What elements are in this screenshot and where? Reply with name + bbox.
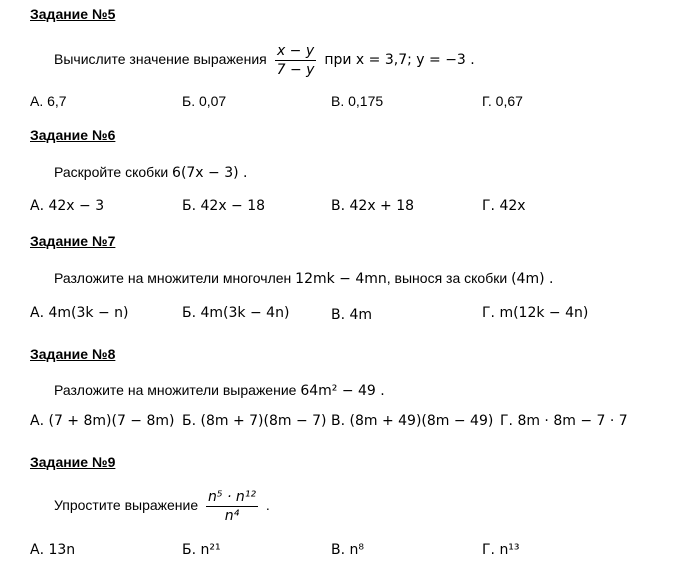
task-6-text: Раскройте скобки (54, 164, 169, 180)
task-5-fraction-numerator: x − y (275, 42, 317, 61)
task-5-title: Задание №5 (30, 6, 116, 22)
task-8-expression: 64m² − 49 . (300, 383, 385, 399)
task-9-period: . (265, 497, 270, 514)
task-9-option-a: А. 13n (30, 542, 76, 558)
task-9-text: Упростите выражение (54, 497, 199, 514)
task-5-text: Вычислите значение выражения (54, 51, 267, 68)
task-6-option-a: А. 42x − 3 (30, 198, 105, 214)
task-8-title: Задание №8 (30, 346, 116, 362)
task-8-text: Разложите на множители выражение (54, 382, 297, 398)
task-7-factor: (4m) . (511, 271, 554, 287)
task-9-fraction (206, 488, 258, 525)
task-9-option-c: В. n⁸ (331, 542, 364, 558)
task-6-option-d: Г. 42x (482, 198, 526, 214)
task-9-option-d: Г. n¹³ (482, 542, 520, 558)
task-5-option-b: Б. 0,07 (182, 93, 227, 109)
task-6-question (54, 164, 248, 181)
task-7-expression: 12mk − 4mn (295, 271, 387, 287)
task-6-title: Задание №6 (30, 127, 116, 143)
task-7-option-d: Г. m(12k − 4n) (482, 305, 589, 321)
task-8-option-b: Б. (8m + 7)(8m − 7) (182, 413, 327, 429)
task-9-fraction-numerator: n⁵ · n¹² (208, 489, 256, 505)
task-8-option-a: А. (7 + 8m)(7 − 8m) (30, 413, 175, 429)
task-7-option-c: В. 4m (331, 307, 373, 323)
task-8-question (54, 382, 385, 399)
task-9-option-b: Б. n²¹ (182, 542, 221, 558)
task-5-option-c: В. 0,175 (331, 93, 384, 109)
task-7-title: Задание №7 (30, 233, 116, 249)
task-5-question (54, 42, 475, 79)
task-5-option-d: Г. 0,67 (482, 93, 523, 109)
task-9-title: Задание №9 (30, 454, 116, 470)
task-7-option-b: Б. 4m(3k − 4n) (182, 305, 290, 321)
task-8-option-d: Г. 8m · 8m − 7 · 7 (500, 413, 628, 429)
task-6-expression: 6(7x − 3) . (172, 165, 248, 181)
task-9-question (54, 488, 270, 525)
task-8-option-c: В. (8m + 49)(8m − 49) (331, 413, 494, 429)
task-5-fraction-denominator: 7 − y (276, 62, 315, 78)
task-6-option-b: Б. 42x − 18 (182, 198, 266, 214)
task-5-option-a: А. 6,7 (30, 93, 67, 109)
task-7-question (54, 270, 553, 287)
task-7-option-a: А. 4m(3k − n) (30, 305, 129, 321)
task-6-option-c: В. 42x + 18 (331, 198, 415, 214)
task-7-text-2: , вынося за скобки (386, 270, 508, 286)
task-5-fraction (275, 42, 317, 79)
task-7-text: Разложите на множители многочлен (54, 270, 292, 286)
task-5-condition: при x = 3,7; y = −3 . (324, 52, 475, 69)
task-9-fraction-denominator: n⁴ (224, 508, 240, 524)
